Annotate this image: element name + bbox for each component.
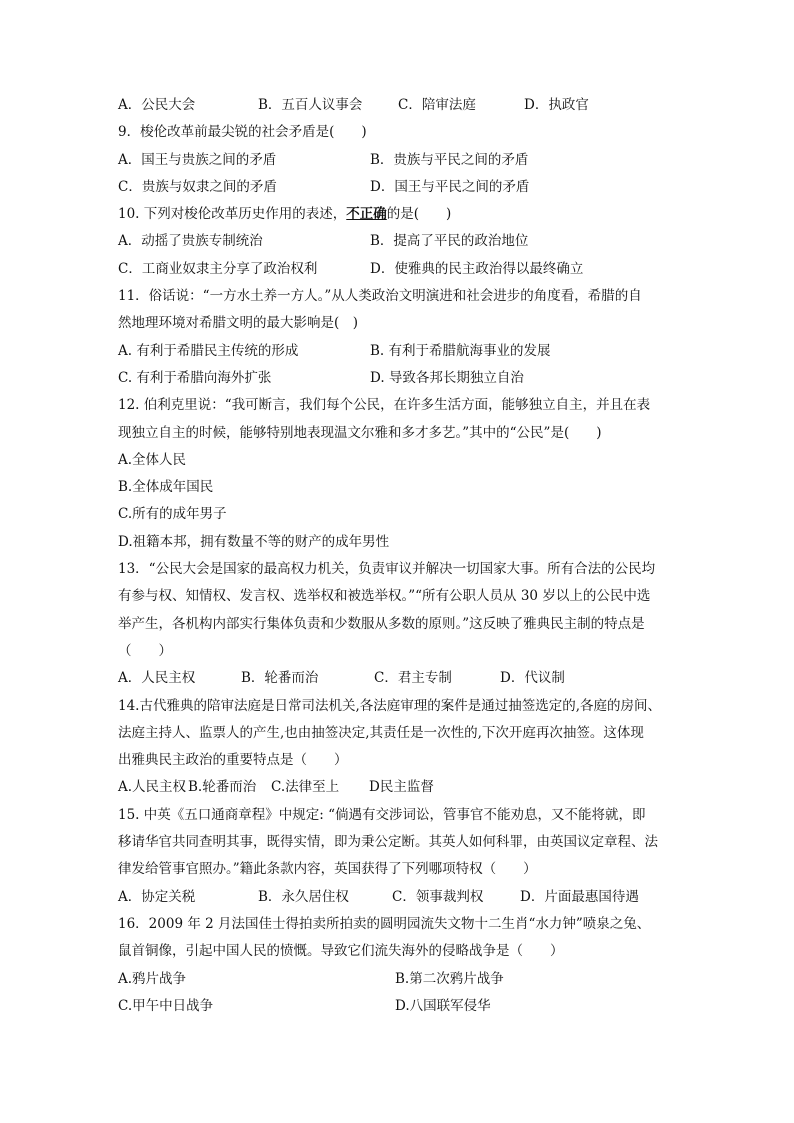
q15-stem-line: 移请华官共同查明其事，既得实情，即为秉公定断。其英人如何科罪，由英国议定章程、法 — [118, 834, 658, 851]
q16-option-a: A.鸦片战争 — [118, 970, 187, 987]
q11-option-a: A. 有利于希腊民主传统的形成 — [118, 342, 299, 359]
q13-stem-line: 13．“公民大会是国家的最高权力机关，负责审议并解决一切国家大事。所有合法的公民均 — [118, 561, 656, 578]
q15-option-b: B．永久居住权 — [258, 888, 349, 905]
q14-stem-line: 出雅典民主政治的重要特点是（ ） — [118, 752, 348, 769]
q10-stem-after: 的是( ) — [386, 206, 452, 223]
q13-stem-line: 举产生，各机构内部实行集体负责和少数服从多数的原则。”这反映了雅典民主制的特点是 — [118, 615, 645, 632]
q15-option-a: A．协定关税 — [118, 888, 196, 905]
q10-option-b: B．提高了平民的政治地位 — [370, 233, 529, 250]
q11-option-d: D. 导致各邦长期独立自治 — [370, 369, 524, 386]
q14-option-b: B.轮番而治 — [188, 779, 257, 796]
q12-stem-line: 现独立自主的时候，能够特别地表现温文尔雅和多才多艺。”其中的“公民”是( ) — [118, 424, 602, 441]
q16-stem-line: 16．2009 年 2 月法国佳士得拍卖所拍卖的圆明园流失文物十二生肖“水力钟”喷泉之兔、 — [118, 915, 651, 932]
q12-stem-line: 12. 伯利克里说：“我可断言，我们每个公民，在许多生活方面，能够独立自主，并且在表 — [118, 397, 651, 414]
q15-stem-line: 律发给管事官照办。”籍此条款内容，英国获得了下列哪项特权（ ） — [118, 861, 537, 878]
q8-option-d: D．执政官 — [524, 97, 589, 113]
q13-stem-line: （ ） — [118, 642, 172, 659]
q13-option-c: C．君主专制 — [374, 670, 452, 687]
q10-option-a: A．动摇了贵族专制统治 — [118, 233, 263, 250]
q9-option-c: C．贵族与奴隶之间的矛盾 — [118, 178, 277, 195]
q8-option-c: C．陪审法庭 — [398, 97, 476, 113]
q11-stem-line: 11．俗话说：“一方水土养一方人。”从人类政治文明演进和社会进步的角度看，希腊的自 — [118, 288, 642, 305]
q16-options-row2 — [118, 993, 678, 1020]
q10-options-row1 — [118, 228, 678, 255]
q11-options-row2 — [118, 365, 678, 392]
q15-option-c: C．领事裁判权 — [392, 888, 484, 905]
q13-option-b: B．轮番而治 — [241, 670, 319, 687]
q16-option-b: B.第二次鸦片战争 — [395, 970, 504, 987]
q15-options — [118, 884, 678, 911]
q14-stem-line: 14.古代雅典的陪审法庭是日常司法机关,各法庭审理的案件是通过抽签选定的,各庭的房间、 — [118, 697, 662, 714]
q12-option-c: C.所有的成年男子 — [118, 506, 227, 523]
q14-option-d: D民主监督 — [369, 779, 434, 796]
q12-option-d: D.祖籍本邦，拥有数量不等的财产的成年男性 — [118, 533, 390, 550]
q9-option-a: A．国王与贵族之间的矛盾 — [118, 151, 277, 168]
question-list — [118, 92, 678, 1020]
q8-option-b: B．五百人议事会 — [258, 97, 363, 113]
q10-stem — [118, 201, 678, 228]
q14-option-a: A.人民主权 — [118, 779, 187, 796]
q13-option-a: A．人民主权 — [118, 670, 196, 687]
q12-option-b: B.全体成年国民 — [118, 479, 214, 496]
q10-stem-before: 10. 下列对梭伦改革历史作用的表述， — [118, 206, 347, 223]
q11-option-b: B. 有利于希腊航海事业的发展 — [370, 342, 551, 359]
q9-option-b: B．贵族与平民之间的矛盾 — [370, 151, 529, 168]
q9-options-row1 — [118, 147, 678, 174]
q10-stem-emphasis: 不正确 — [346, 206, 387, 223]
q14-stem-line: 法庭主持人、监票人的产生,也由抽签决定,其责任是一次性的,下次开庭再次抽签。这体现 — [118, 724, 644, 741]
q11-option-c: C. 有利于希腊向海外扩张 — [118, 369, 272, 386]
q14-options — [118, 774, 678, 801]
q11-options-row1 — [118, 338, 678, 365]
q14-option-c: C.法律至上 — [271, 779, 340, 796]
q11-stem-line: 然地理环境对希腊文明的最大影响是( ) — [118, 315, 359, 332]
q10-options-row2 — [118, 256, 678, 283]
q8-option-a: A．公民大会 — [118, 97, 196, 113]
q12-option-a: A.全体人民 — [118, 451, 187, 468]
q16-option-d: D.八国联军侵华 — [395, 997, 491, 1014]
q16-stem-line: 鼠首铜像，引起中国人民的愤慨。导致它们流失海外的侵略战争是（ ） — [118, 943, 564, 960]
q16-option-c: C.甲午中日战争 — [118, 997, 214, 1014]
q9-options-row2 — [118, 174, 678, 201]
q9-stem: 9．梭伦改革前最尖锐的社会矛盾是( ) — [118, 124, 367, 141]
q13-option-d: D．代议制 — [500, 670, 565, 687]
q16-options-row1 — [118, 966, 678, 993]
q15-option-d: D．片面最惠国待遇 — [520, 888, 639, 905]
q10-option-c: C．工商业奴隶主分享了政治权利 — [118, 260, 318, 277]
q13-options — [118, 665, 678, 692]
q10-option-d: D．使雅典的民主政治得以最终确立 — [370, 260, 584, 277]
q13-stem-line: 有参与权、知情权、发言权、选举权和被选举权。”“所有公职人员从 30 岁以上的公民中选 — [118, 588, 651, 605]
q8-options — [118, 92, 678, 119]
q9-option-d: D．国王与平民之间的矛盾 — [370, 178, 530, 195]
q15-stem-line: 15. 中英《五口通商章程》中规定: “倘遇有交涉词讼，管事官不能劝息，又不能将就，即 — [118, 806, 646, 823]
